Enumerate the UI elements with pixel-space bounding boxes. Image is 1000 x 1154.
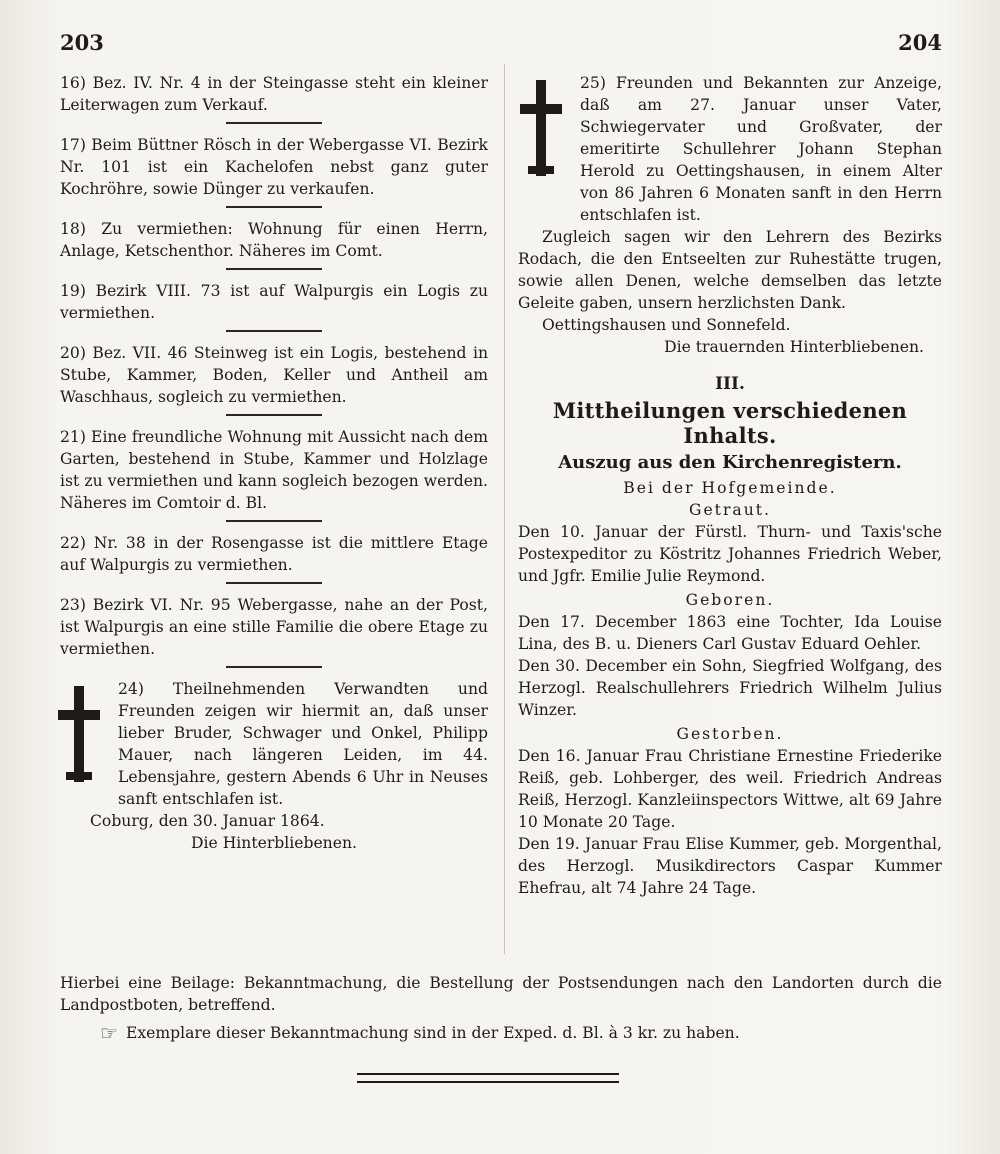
divider [226, 520, 322, 522]
column-separator [504, 64, 505, 954]
ad-20 [60, 342, 488, 408]
footer [60, 972, 942, 1044]
ad-25-thanks-text: Zugleich sagen wir den Lehrern des Bezirks Rodach, die den Entseelten zur Ruhestätte trugen, sowie allen Denen, welche demselben das letzte Geleite gaben, unsern herzlichsten Dank. [518, 228, 942, 312]
ad-19-text: 19) Bezirk VIII. 73 ist auf Walpurgis ein Logis zu vermiethen. [60, 282, 488, 322]
ad-24-place: Coburg, den 30. Januar 1864. [90, 812, 325, 830]
ad-19 [60, 280, 488, 324]
divider [226, 666, 322, 668]
ad-25-thanks [518, 226, 942, 358]
parish-heading: Bei der Hofgemeinde. [623, 479, 837, 497]
ad-24-text: 24) Theilnehmenden Verwandten und Freunden zeigen wir hiermit an, daß unser lieber Bruder, Schwager und Onkel, Philipp Mauer, nach längeren Leiden, im 44. Lebensjahre, gestern Abends 6 Uhr in Neuses sanft entschlafen ist. [118, 680, 488, 808]
ad-18 [60, 218, 488, 262]
died-entry [518, 745, 942, 833]
cross-icon [520, 80, 562, 176]
copies-notice-text: Exemplare dieser Bekanntmachung sind in der Exped. d. Bl. à 3 kr. zu haben. [125, 1024, 740, 1042]
died-entry [518, 833, 942, 899]
died-entry-2-text: Den 19. Januar Frau Elise Kummer, geb. Morgenthal, des Herzogl. Musikdirectors Caspar Kummer Ehefrau, alt 74 Jahre 24 Tage. [518, 835, 942, 897]
ad-16 [60, 72, 488, 116]
section-number: III. [715, 374, 745, 394]
died-entry-1-text: Den 16. Januar Frau Christiane Ernestine Friederike Reiß, geb. Lohberger, des weil. Friedrich Andreas Reiß, Herzogl. Kanzleiinspectors Wittwe, alt 69 Jahre 10 Monate 20 Tage. [518, 747, 942, 831]
married-heading: Getraut. [689, 501, 771, 519]
married-entry [518, 521, 942, 587]
ad-21 [60, 426, 488, 514]
ad-22-text: 22) Nr. 38 in der Rosengasse ist die mittlere Etage auf Walpurgis zu vermiethen. [60, 534, 488, 574]
section-title: Mittheilungen verschiedenen Inhalts. [552, 398, 908, 448]
end-rule [357, 1073, 619, 1083]
ad-23 [60, 594, 488, 660]
born-entry [518, 655, 942, 721]
born-entry-2-text: Den 30. December ein Sohn, Siegfried Wolfgang, des Herzogl. Realschullehrers Friedrich Wilhelm Julius Winzer. [518, 657, 942, 719]
died-heading: Gestorben. [676, 725, 784, 743]
divider [226, 582, 322, 584]
divider [226, 414, 322, 416]
copies-notice [60, 1022, 942, 1044]
ad-24-signature: Die Hinterbliebenen. [191, 834, 357, 852]
married-entry-text: Den 10. Januar der Fürstl. Thurn- und Taxis'sche Postexpeditor zu Köstritz Johannes Friedrich Weber, und Jgfr. Emilie Julie Reymond. [518, 523, 942, 585]
ad-17 [60, 134, 488, 200]
page-number-left: 203 [60, 30, 104, 55]
ad-25 [518, 72, 942, 226]
section-subtitle: Auszug aus den Kirchenregistern. [558, 452, 902, 473]
ad-17-text: 17) Beim Büttner Rösch in der Webergasse VI. Bezirk Nr. 101 ist ein Kachelofen nebst ganz guter Kochröhre, sowie Dünger zu verkaufen. [60, 136, 488, 198]
ad-16-text: 16) Bez. IV. Nr. 4 in der Steingasse steht ein kleiner Leiterwagen zum Verkauf. [60, 74, 488, 114]
divider [226, 268, 322, 270]
ad-18-text: 18) Zu vermiethen: Wohnung für einen Herrn, Anlage, Ketschenthor. Näheres im Comt. [60, 220, 488, 260]
ad-22 [60, 532, 488, 576]
ad-23-text: 23) Bezirk VI. Nr. 95 Webergasse, nahe an der Post, ist Walpurgis an eine stille Familie die obere Etage zu vermiethen. [60, 596, 488, 658]
cross-icon [58, 686, 100, 782]
ad-20-text: 20) Bez. VII. 46 Steinweg ist ein Logis, bestehend in Stube, Kammer, Boden, Keller und Antheil am Waschhaus, sogleich zu vermiethen. [60, 344, 488, 406]
divider [226, 330, 322, 332]
ad-21-text: 21) Eine freundliche Wohnung mit Aussicht nach dem Garten, bestehend in Stube, Kammer und Holzlage ist zu vermiethen und kann sogleich bezogen werden. Näheres im Comtoir d. Bl. [60, 428, 488, 512]
divider [226, 122, 322, 124]
ad-25-place: Oettingshausen und Sonnefeld. [542, 316, 791, 334]
pointing-hand-icon: ☞ [100, 1021, 118, 1045]
divider [226, 206, 322, 208]
supplement-notice: Hierbei eine Beilage: Bekanntmachung, die Bestellung der Postsendungen nach den Landorten durch die Landpostboten, betreffend. [60, 974, 942, 1014]
ad-25-signature: Die trauernden Hinterbliebenen. [664, 338, 924, 356]
born-entry [518, 611, 942, 655]
born-entry-1-text: Den 17. December 1863 eine Tochter, Ida Louise Lina, des B. u. Dieners Carl Gustav Eduard Oehler. [518, 613, 942, 653]
left-column [60, 72, 488, 854]
ad-24 [60, 678, 488, 810]
ad-24-footer [60, 810, 488, 854]
page-number-right: 204 [898, 30, 942, 55]
ad-25-text: 25) Freunden und Bekannten zur Anzeige, daß am 27. Januar unser Vater, Schwiegervater und Großvater, der emeritirte Schullehrer Johann Stephan Herold zu Oettingshausen, in einem Alter von 86 Jahren 6 Monaten sanft in den Herrn entschlafen ist. [580, 74, 942, 224]
born-heading: Geboren. [685, 591, 775, 609]
right-column [518, 72, 942, 899]
